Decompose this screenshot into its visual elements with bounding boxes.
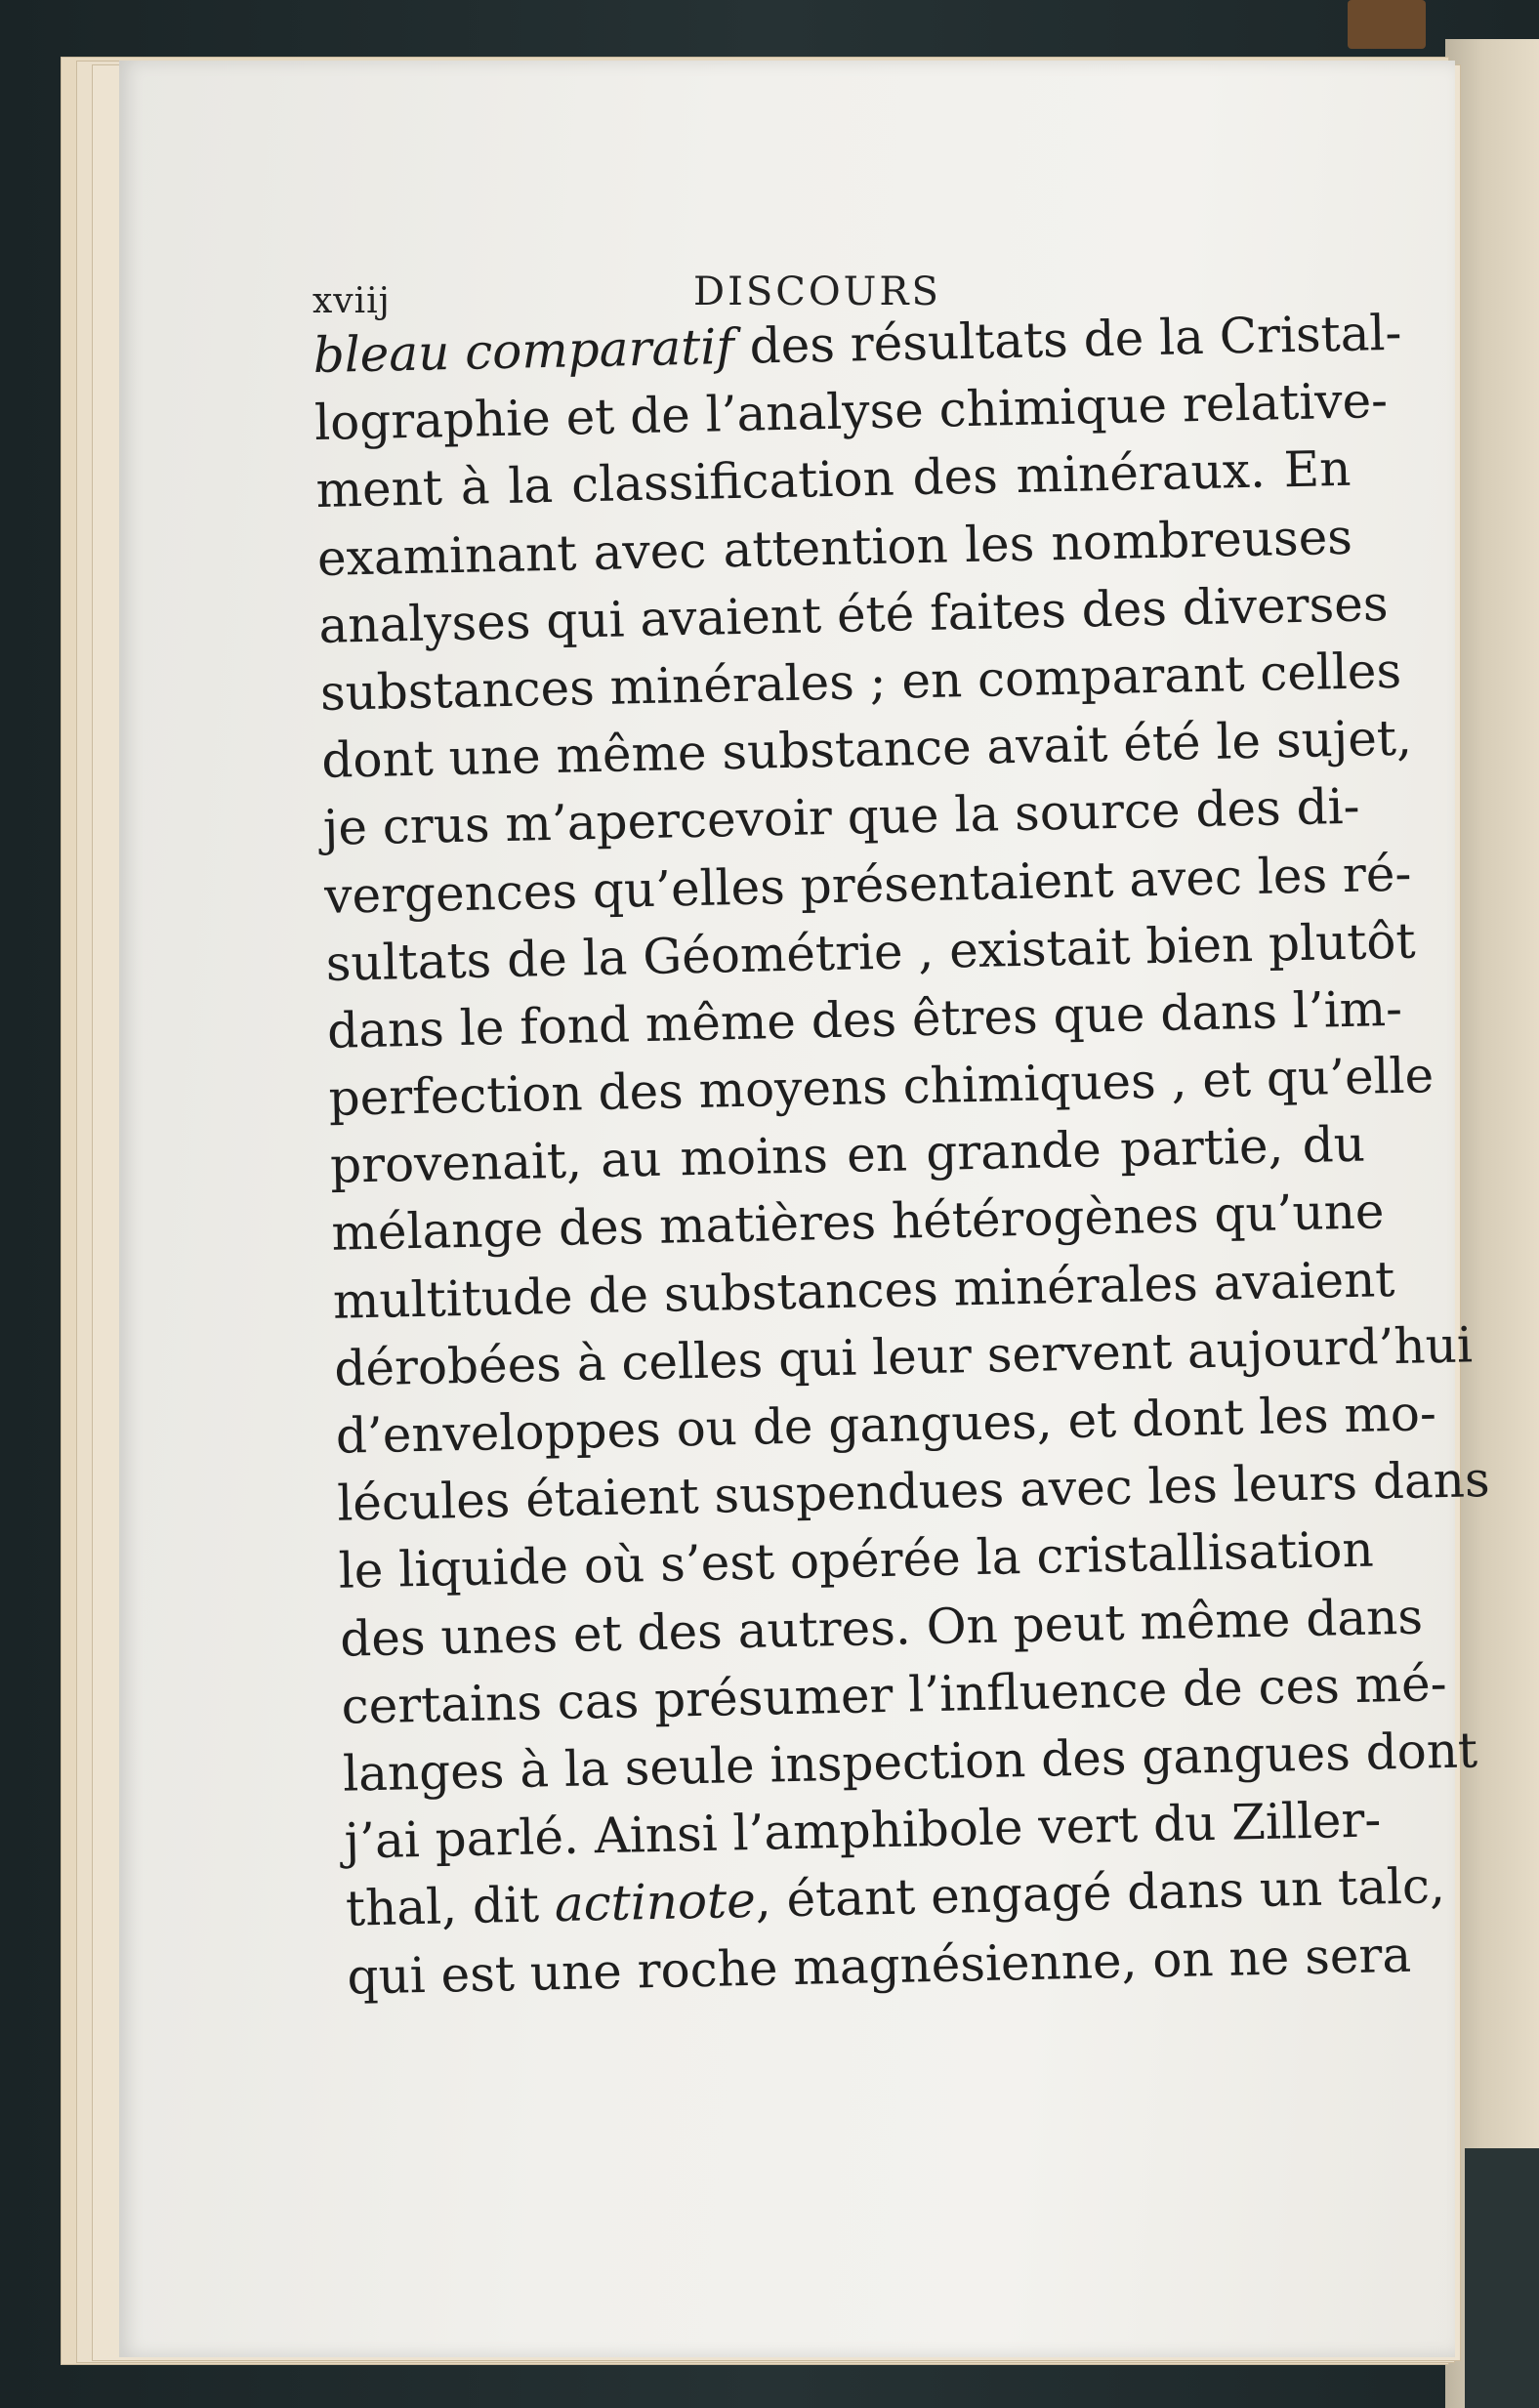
italic-term: bleau comparatif [312, 317, 735, 384]
text-line-content: qui est une roche magnésienne, on ne sera [346, 1926, 1412, 2006]
text-line-content: d’enveloppes ou de gangues, et dont les mo- [335, 1385, 1437, 1465]
text-line-content: mélange des matières hétérogènes qu’une [330, 1183, 1386, 1263]
text-line-content: substances minérales ; en comparant celles [319, 642, 1402, 722]
text-line-content: certains cas présumer l’influence de ces mé- [341, 1654, 1448, 1735]
text-line-content: je crus m’apercevoir que la source des di- [322, 777, 1361, 857]
scan-background-corner [1465, 2148, 1539, 2408]
text-line-content: le liquide où s’est opérée la cristallisation [338, 1520, 1375, 1600]
text-line-content: , étant engagé dans un talc, [755, 1857, 1446, 1930]
text-line-content: analyses qui avaient été faites des diverses [317, 574, 1389, 654]
running-head-title: DISCOURS [693, 270, 941, 314]
text-line-content: ment à la classification des minéraux. En [315, 440, 1352, 519]
text-line-content: dans le fond même des êtres que dans l’im- [326, 979, 1403, 1059]
text-line-content: dont une même substance avait été le sujet, [320, 709, 1413, 790]
text-line-content: lécules étaient suspendues avec les leurs dans [336, 1451, 1491, 1532]
text-line-content: des résultats de la Cristal- [733, 304, 1402, 375]
text-line-content: dérobées à celles qui leur servent aujourd’hui [333, 1316, 1474, 1397]
page-number: xviij [312, 281, 391, 321]
body-text [312, 301, 1491, 2012]
text-line-content: examinant avec attention les nombreuses [316, 508, 1353, 587]
text-line-content: multitude de substances minérales avaient [332, 1250, 1395, 1330]
text-line-content: j’ai parlé. Ainsi l’amphibole vert du Ziller- [343, 1791, 1382, 1870]
text-line-content: vergences qu’elles présentaient avec les ré- [323, 845, 1412, 925]
text-line-content: sultats de la Géométrie , existait bien plutôt [325, 912, 1417, 992]
book-ribbon-tab [1348, 0, 1426, 49]
text-line-content: provenait, au moins en grande partie, du [329, 1115, 1366, 1195]
text-line-content: des unes et des autres. On peut même dans [339, 1588, 1424, 1668]
italic-term: actinote [554, 1872, 757, 1933]
text-line-content: perfection des moyens chimiques , et qu’elle [328, 1047, 1435, 1127]
text-line-prefix: thal, dit [345, 1876, 556, 1937]
text-line-content: lographie et de l’analyse chimique relative- [313, 372, 1389, 452]
text-line-content: langes à la seule inspection des gangues dont [342, 1722, 1478, 1803]
